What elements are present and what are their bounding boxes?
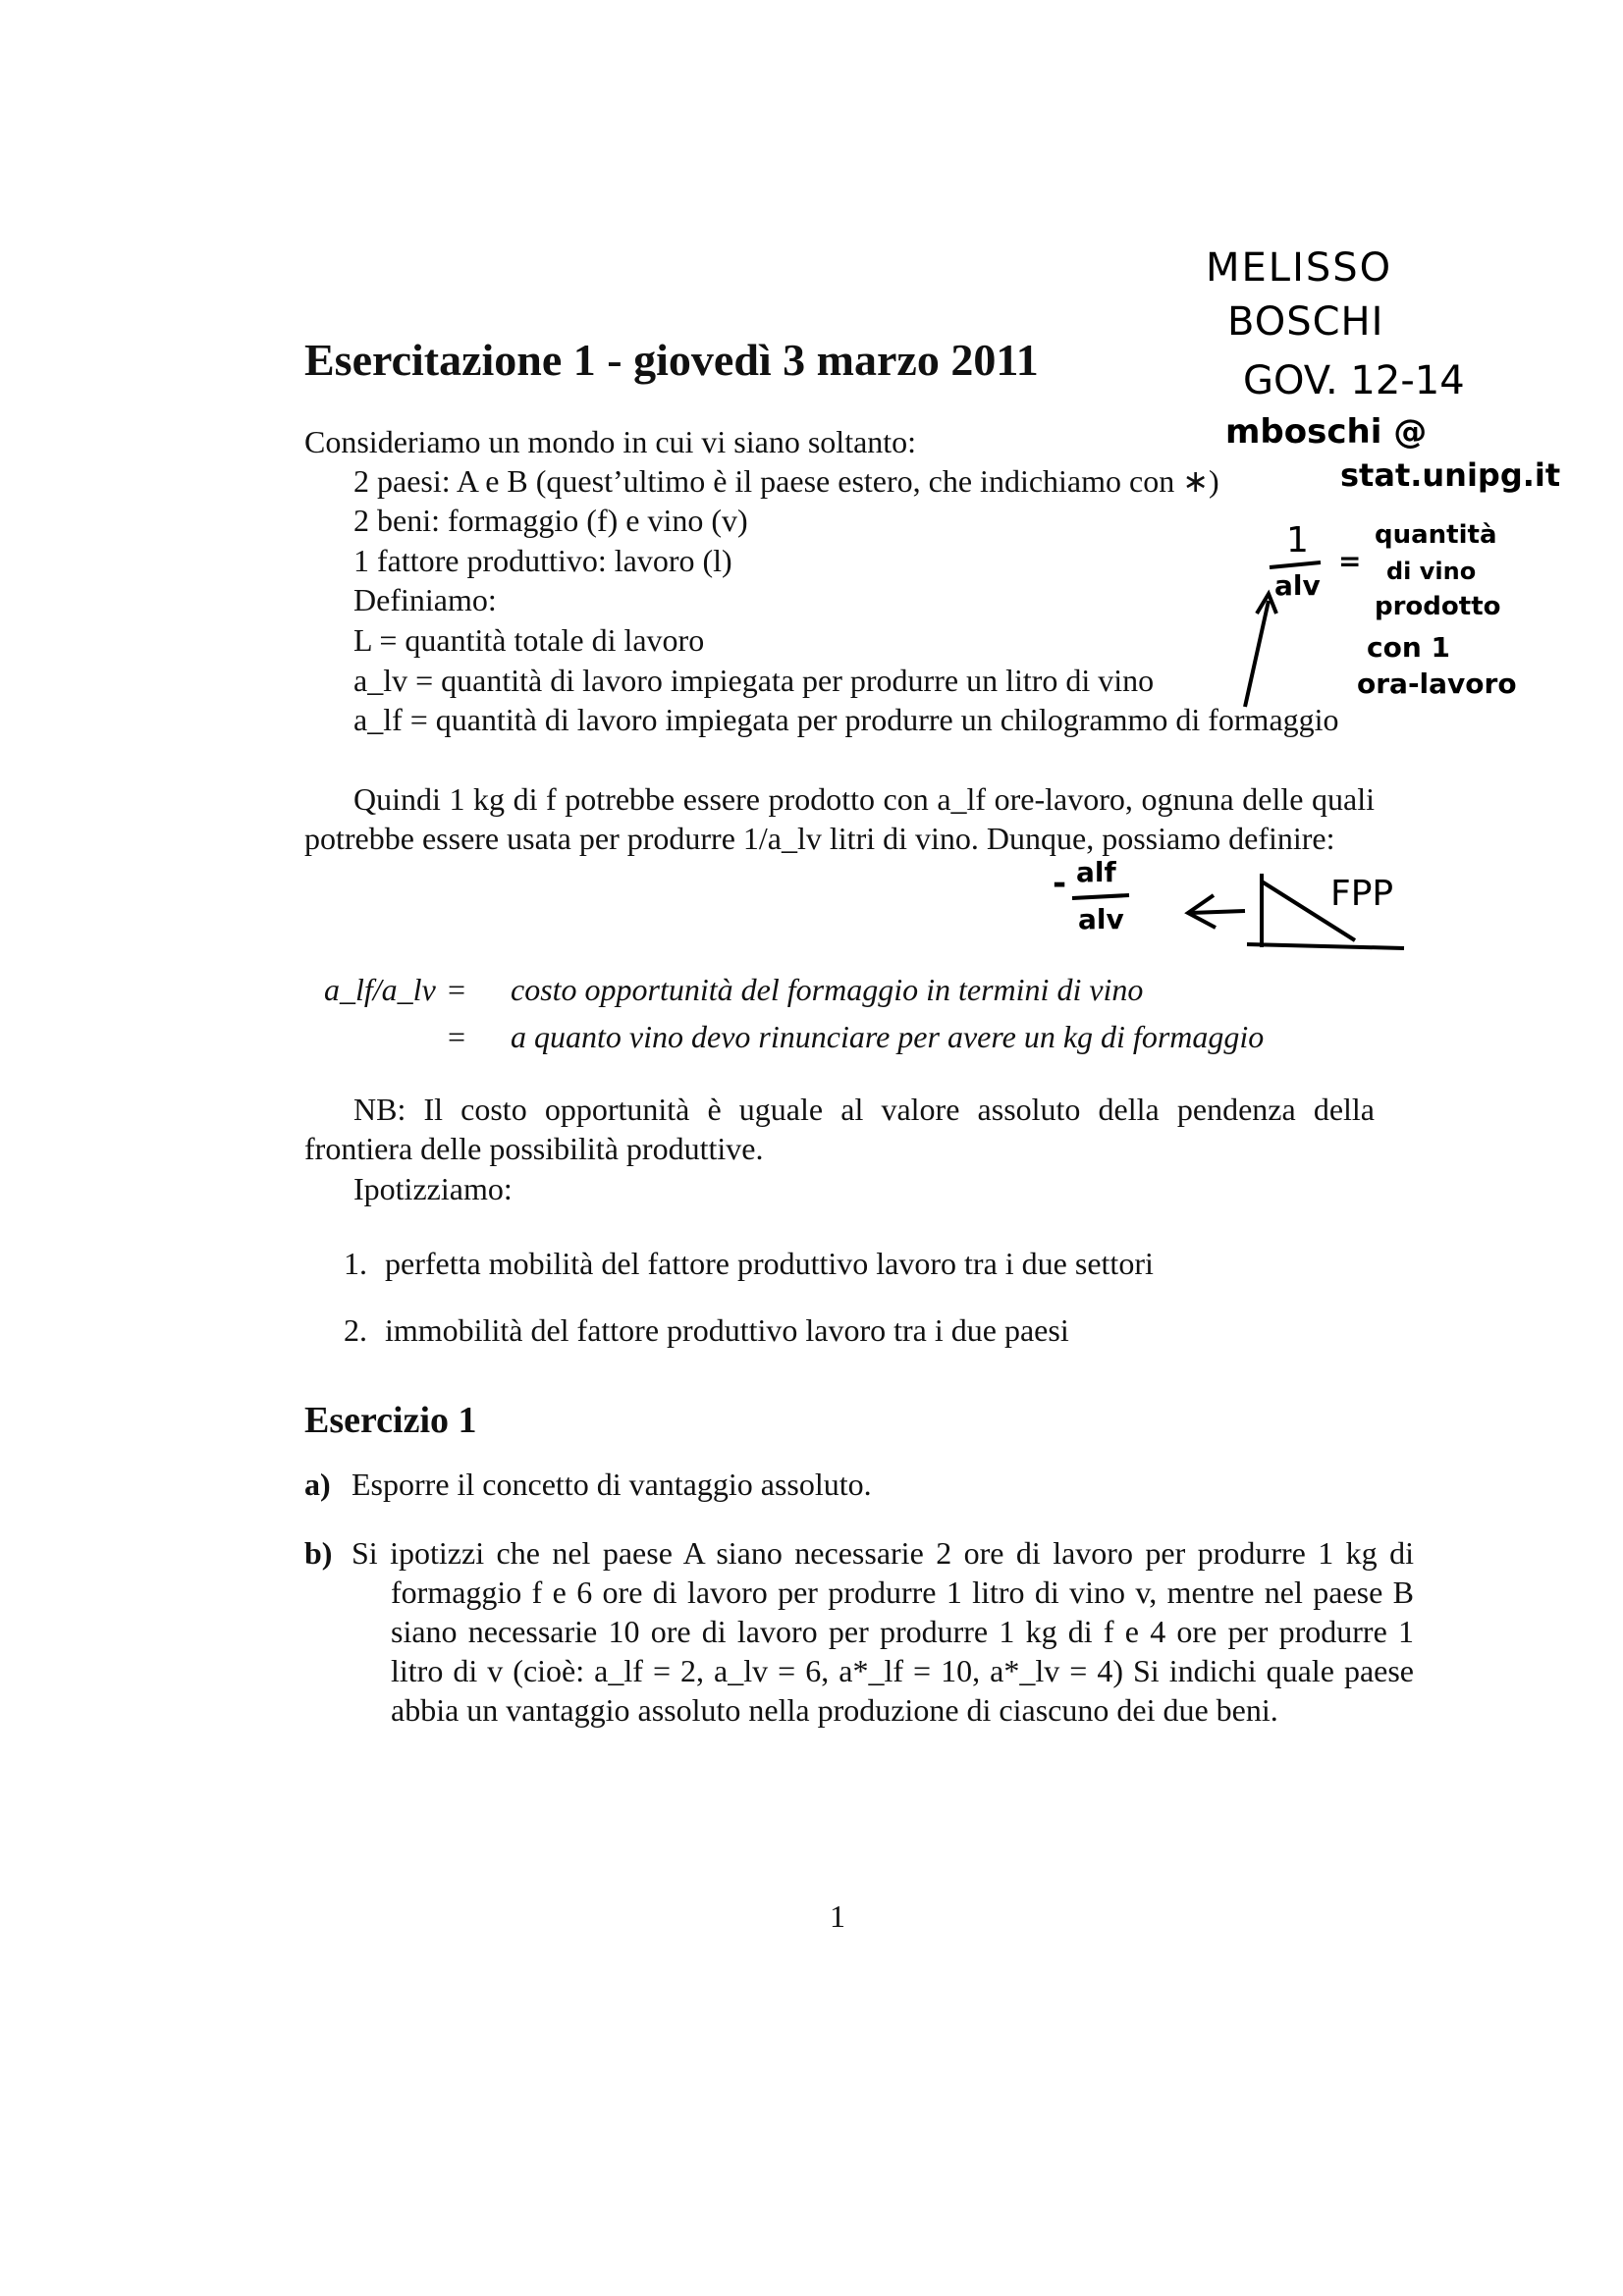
equation-rhs-1: costo opportunità del formaggio in termini di vino: [511, 972, 1144, 1007]
handwritten-desc-1: quantità: [1375, 520, 1497, 550]
intro-text-7: a_lf = quantità di lavoro impiegata per produrre un chilogrammo di formaggio: [353, 702, 1339, 737]
exercise-title: Esercizio 1: [304, 1400, 477, 1441]
equation-eq-2: =: [448, 1019, 466, 1054]
ipotizziamo-label: Ipotizziamo:: [353, 1171, 513, 1206]
handwritten-desc-3: prodotto: [1375, 592, 1501, 621]
intro-text-2: 2 beni: formaggio (f) e vino (v): [353, 503, 748, 538]
item-a-text: Esporre il concetto di vantaggio assoluto.: [352, 1467, 872, 1502]
handwritten-fpp-axis-x: [1247, 944, 1404, 948]
item-b-text: Si ipotizzi che nel paese A siano necessarie 2 ore di lavoro per produrre 1 kg di formaggio f e 6 ore di lavoro per produrre 1 litro di vino v, mentre nel paese B siano necessarie 10 ore di lavoro per produrre 1 kg di f e 4 ore per produrre 1 litro di v (cioè: a_lf = 2, a_lv = 6, a*_lf = 10, a*_lv = 4) Si indichi quale paese abbia un vantaggio assoluto nella produzione di ciascuno dei due beni.: [352, 1535, 1414, 1728]
handwritten-slope-bar: [1072, 895, 1129, 898]
item-a-label: a): [304, 1467, 331, 1502]
handwritten-slope-num: alf: [1076, 856, 1116, 888]
intro-text-6: a_lv = quantità di lavoro impiegata per produrre un litro di vino: [353, 663, 1155, 698]
page-title: Esercitazione 1 - giovedì 3 marzo 2011: [304, 335, 1039, 385]
equation-eq-1: =: [448, 972, 466, 1007]
assumption-num-1: 1.: [344, 1246, 367, 1281]
handwritten-frac-den: alv: [1274, 569, 1321, 602]
handwritten-frac-bar: [1270, 562, 1321, 567]
handwritten-fpp: FPP: [1330, 874, 1394, 914]
intro-text-3: 1 fattore produttivo: lavoro (l): [353, 543, 732, 578]
handwritten-desc-4: con 1: [1367, 631, 1450, 664]
intro-text-0: Consideriamo un mondo in cui vi siano soltanto:: [304, 424, 917, 459]
handwritten-frac-eq: =: [1338, 545, 1362, 577]
handwritten-slope-den: alv: [1078, 903, 1124, 935]
handwritten-frac-num: 1: [1286, 520, 1309, 561]
handwritten-email-2: stat.unipg.it: [1340, 456, 1561, 494]
handwritten-fpp-line: [1262, 881, 1355, 940]
handwritten-email-1: mboschi @: [1225, 412, 1428, 452]
handwritten-office: GOV. 12-14: [1243, 358, 1465, 403]
handwritten-arrow-left-shaft: [1190, 911, 1245, 913]
page-number: 1: [830, 1898, 845, 1934]
paragraph-nb: NB: Il costo opportunità è uguale al valore assoluto della pendenza della frontiera delle possibilità produttive.: [304, 1092, 1375, 1166]
handwritten-desc-5: ora-lavoro: [1357, 667, 1517, 700]
handwritten-desc-2: di vino: [1386, 558, 1477, 585]
equation-rhs-2: a quanto vino devo rinunciare per avere un kg di formaggio: [511, 1019, 1265, 1054]
handwritten-arrow-shaft: [1245, 601, 1269, 707]
intro-text-4: Definiamo:: [353, 582, 497, 617]
handwritten-name-1: MELISSO: [1206, 245, 1393, 291]
paragraph-quindi: Quindi 1 kg di f potrebbe essere prodotto con a_lf ore-lavoro, ognuna delle quali potrebbe essere usata per produrre 1/a_lv litri di vino. Dunque, possiamo definire:: [304, 781, 1375, 856]
item-b-label: b): [304, 1535, 333, 1571]
intro-text-5: L = quantità totale di lavoro: [353, 622, 705, 658]
handwritten-name-2: BOSCHI: [1227, 299, 1384, 345]
assumption-num-2: 2.: [344, 1312, 367, 1348]
assumption-text-2: immobilità del fattore produttivo lavoro tra i due paesi: [385, 1312, 1069, 1348]
assumption-text-1: perfetta mobilità del fattore produttivo lavoro tra i due settori: [385, 1246, 1154, 1281]
equation-lhs: a_lf/a_lv: [324, 972, 436, 1007]
handwritten-slope-minus: -: [1053, 864, 1067, 903]
intro-text-1: 2 paesi: A e B (quest’ultimo è il paese estero, che indichiamo con ∗): [353, 463, 1219, 499]
